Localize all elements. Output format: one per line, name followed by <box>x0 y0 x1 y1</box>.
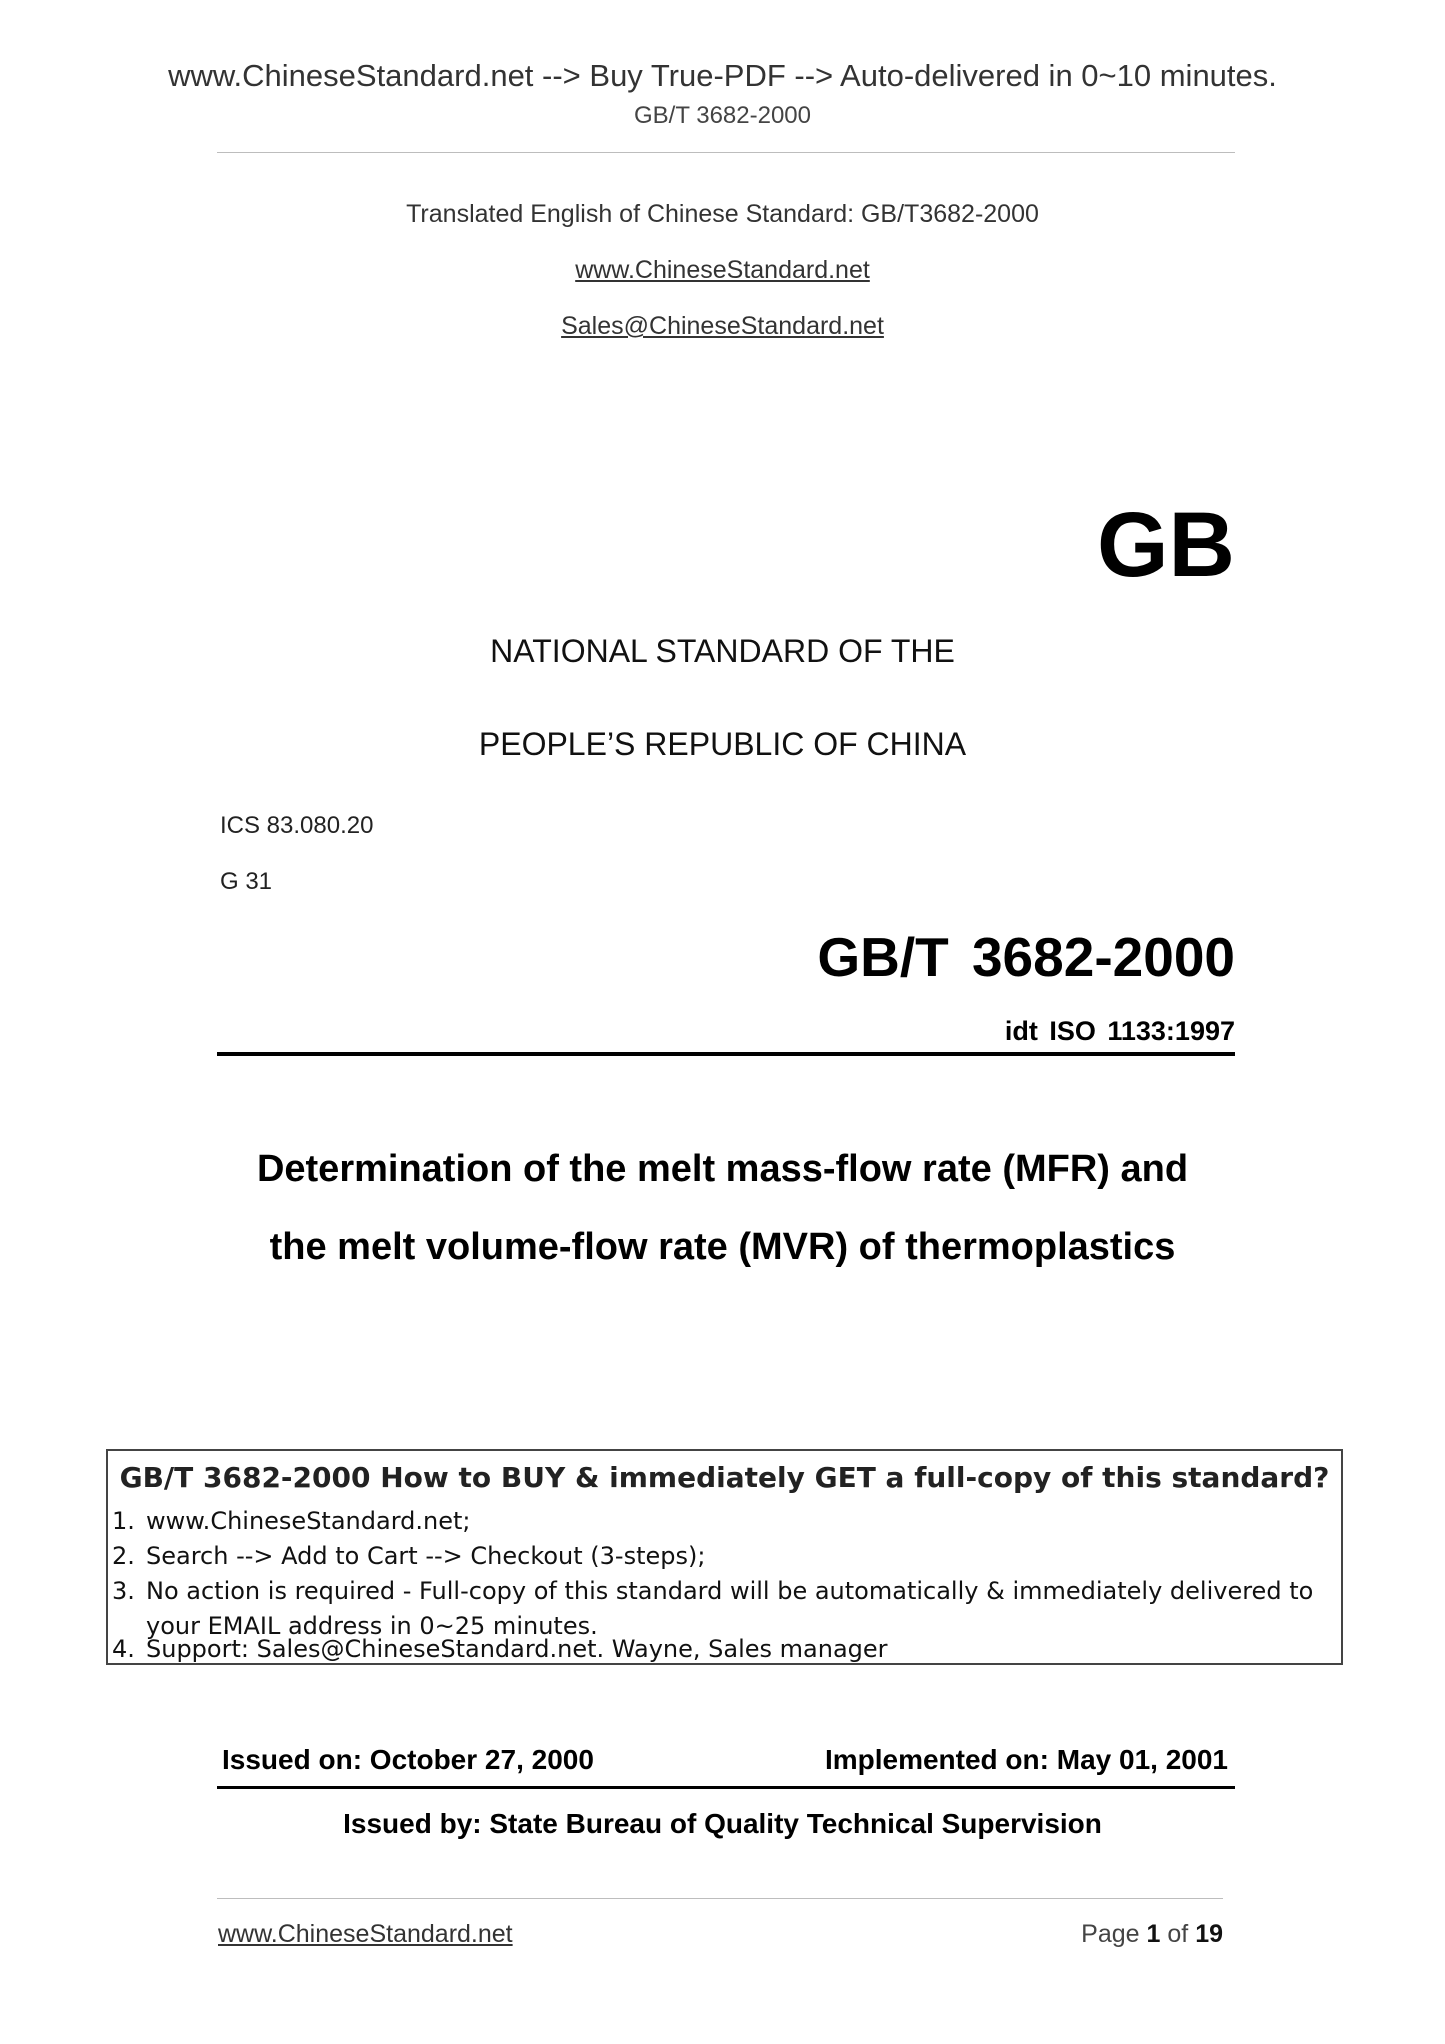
page-current: 1 <box>1146 1920 1161 1948</box>
national-standard-line-1: NATIONAL STANDARD OF THE <box>490 633 955 669</box>
buy-step-text: Support: Sales@ChineseStandard.net. Wayne, Sales manager <box>146 1635 888 1663</box>
idt-reference: idt ISO 1133:1997 <box>1004 1016 1235 1046</box>
dates-divider <box>217 1786 1235 1789</box>
standard-number-divider <box>217 1052 1235 1056</box>
national-standard-line-2: PEOPLE’S REPUBLIC OF CHINA <box>478 726 967 762</box>
page-of: of <box>1167 1920 1189 1948</box>
email-link[interactable]: Sales@ChineseStandard.net <box>561 312 884 340</box>
gb-mark: GB <box>1097 494 1235 596</box>
buy-step-number: 1. <box>112 1507 135 1535</box>
translated-line: Translated English of Chinese Standard: GB/T3682-2000 <box>406 200 1039 228</box>
buy-step-text[interactable]: www.ChineseStandard.net; <box>146 1507 471 1535</box>
buy-step-text: No action is required - Full-copy of this standard will be automatically & immediately delivered to <box>146 1577 1314 1605</box>
issued-on-date: Issued on: October 27, 2000 <box>222 1744 594 1775</box>
buy-step-number: 4. <box>112 1635 135 1663</box>
buy-step-4 <box>112 1635 888 1663</box>
website-link[interactable]: www.ChineseStandard.net <box>575 256 870 284</box>
footer-divider <box>217 1898 1223 1899</box>
buy-box-heading: GB/T 3682-2000 How to BUY & immediately GET a full-copy of this standard? <box>119 1461 1330 1494</box>
footer-website-link[interactable]: www.ChineseStandard.net <box>218 1920 513 1948</box>
page-indicator <box>1081 1920 1223 1949</box>
buy-step-2 <box>112 1542 705 1570</box>
issued-by: Issued by: State Bureau of Quality Technical Supervision <box>343 1808 1102 1839</box>
header-standard-code: GB/T 3682-2000 <box>633 102 811 129</box>
page-label: Page <box>1081 1920 1140 1948</box>
buy-step-number: 3. <box>112 1577 135 1605</box>
header-divider <box>217 152 1235 153</box>
buy-instructions-box <box>106 1449 1343 1665</box>
implemented-on-date: Implemented on: May 01, 2001 <box>824 1744 1228 1775</box>
buy-step-3 <box>112 1577 1313 1605</box>
website-row <box>0 256 1445 285</box>
title-line-2: the melt volume-flow rate (MVR) of thermoplastics <box>269 1226 1176 1268</box>
standard-number: GB/T 3682-2000 <box>817 926 1235 988</box>
buy-step-text: Search --> Add to Cart --> Checkout (3-steps); <box>146 1542 706 1570</box>
ics-code: ICS 83.080.20 <box>220 812 374 839</box>
buy-step-1 <box>112 1507 470 1535</box>
buy-step-number: 2. <box>112 1542 135 1570</box>
ccs-code: G 31 <box>220 868 273 895</box>
title-line-1: Determination of the melt mass-flow rate (MFR) and <box>256 1148 1189 1190</box>
page-total: 19 <box>1195 1920 1223 1948</box>
header-banner: www.ChineseStandard.net --> Buy True-PDF --> Auto-delivered in 0~10 minutes. <box>168 58 1277 93</box>
email-row <box>0 312 1445 341</box>
buy-step-3-continued: your EMAIL address in 0~25 minutes. <box>146 1612 598 1640</box>
